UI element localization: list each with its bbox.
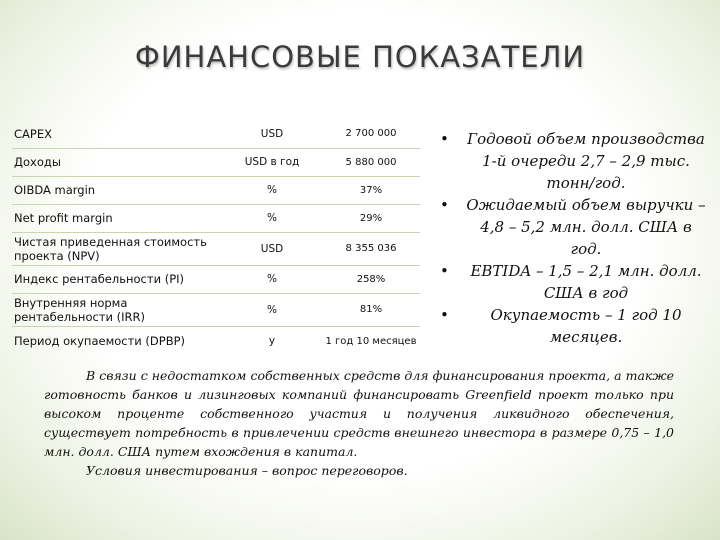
metric-unit: % bbox=[267, 212, 277, 224]
table-row bbox=[12, 326, 420, 356]
bullet-text: EBTIDA – 1,5 – 2,1 млн. долл. США в год bbox=[470, 262, 702, 302]
metric-unit: USD bbox=[260, 242, 284, 255]
bullet-icon: • bbox=[440, 196, 449, 214]
metric-name: Чистая приведенная стоимость проекта (NPV) bbox=[14, 234, 207, 263]
metric-unit: у bbox=[268, 335, 276, 348]
financial-metrics-table bbox=[12, 120, 420, 356]
bullet-text: Годовой объем производства 1-й очереди 2,7 – 2,9 тыс. тонн/год. bbox=[467, 130, 705, 192]
metric-value: 37% bbox=[359, 184, 383, 196]
list-item bbox=[440, 194, 708, 260]
metric-name: CAPEX bbox=[14, 126, 52, 141]
table-row bbox=[12, 293, 420, 326]
investment-terms: Условия инвестирования – вопрос переговоров. bbox=[86, 463, 408, 478]
table-row bbox=[12, 232, 420, 265]
metric-value: 2 700 000 bbox=[345, 128, 397, 140]
metric-name: Доходы bbox=[14, 155, 61, 169]
metric-value: 5 880 000 bbox=[345, 156, 397, 168]
table-row bbox=[12, 148, 420, 176]
metric-name: OIBDA margin bbox=[14, 183, 96, 197]
bullet-icon: • bbox=[440, 306, 449, 324]
metric-unit: USD bbox=[260, 127, 284, 140]
investment-note bbox=[44, 366, 674, 480]
table-row bbox=[12, 120, 420, 148]
metric-value: 81% bbox=[359, 304, 383, 315]
metric-unit: % bbox=[267, 184, 277, 196]
table-row bbox=[12, 265, 420, 293]
metric-unit: USD в год bbox=[244, 156, 300, 168]
table-row bbox=[12, 204, 420, 232]
page-title: ФИНАНСОВЫЕ ПОКАЗАТЕЛИ bbox=[134, 40, 586, 74]
list-item bbox=[440, 304, 708, 348]
metric-value: 8 355 036 bbox=[345, 243, 397, 254]
metric-value: 29% bbox=[359, 212, 383, 224]
metric-value: 1 год 10 месяцев bbox=[325, 335, 417, 347]
metric-unit: % bbox=[267, 273, 277, 285]
list-item bbox=[440, 128, 708, 194]
bullet-icon: • bbox=[440, 262, 449, 280]
bullet-text: Окупаемость – 1 год 10 месяцев. bbox=[490, 306, 682, 346]
bullet-text: Ожидаемый объем выручки – 4,8 – 5,2 млн. долл. США в год. bbox=[466, 196, 706, 258]
metric-name: Net profit margin bbox=[14, 211, 113, 225]
list-item bbox=[440, 260, 708, 304]
metric-name: Внутренняя норма рентабельности (IRR) bbox=[14, 295, 145, 324]
metric-unit: % bbox=[267, 303, 277, 316]
table-row bbox=[12, 176, 420, 204]
metric-name: Период окупаемости (DPBP) bbox=[14, 334, 186, 349]
investment-paragraph: В связи с недостатком собственных средств для финансирования проекта, а также готовность банков и лизинговых компаний финансировать Greenfield проект только при высоком проценте собственного участия и получения ликвидного обеспечения, существует потребность в привлечении средств внешнего инвестора в размере 0,75 – 1,0 млн. долл. США путем вхождения в капитал. bbox=[44, 368, 674, 459]
key-facts-list bbox=[440, 128, 708, 348]
bullet-icon: • bbox=[440, 130, 449, 148]
metric-name: Индекс рентабельности (PI) bbox=[14, 272, 185, 286]
metric-value: 258% bbox=[356, 273, 386, 285]
